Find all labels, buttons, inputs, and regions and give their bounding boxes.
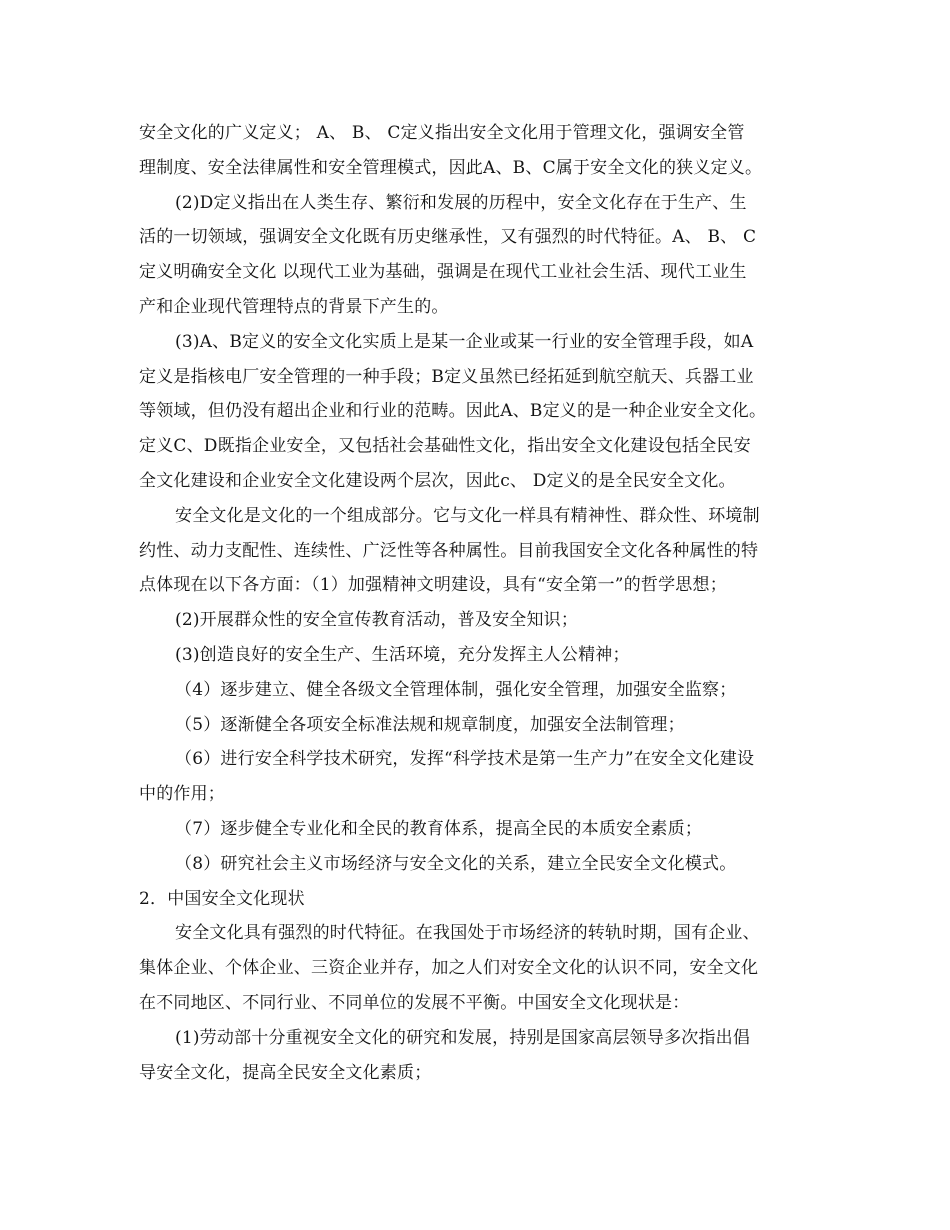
- text-line: 中的作用；: [139, 784, 225, 805]
- list-item: （4）逐步建立、健全各级文全管理体制，强化安全管理，加强安全监察；: [175, 679, 737, 700]
- text-line: 集体企业、个体企业、三资企业并存，加之人们对安全文化的认识不同，安全文化: [139, 958, 759, 979]
- text-line: 点体现在以下各方面：（1）加强精神文明建设，具有“安全第一”的哲学思想；: [139, 575, 727, 596]
- section-heading: 2．中国安全文化现状: [139, 888, 305, 909]
- text-line: 约性、动力支配性、连续性、广泛性等各种属性。目前我国安全文化各种属性的特: [139, 540, 759, 561]
- document-body: [139, 116, 815, 1090]
- list-item: （8）研究社会主义市场经济与安全文化的关系，建立全民安全文化模式。: [175, 853, 737, 874]
- text-line: 定义C、D既指企业安全，又包括社会基础性文化，指出安全文化建设包括全民安: [139, 436, 751, 457]
- paragraph-start: (3)A、B定义的安全文化实质上是某一企业或某一行业的安全管理手段，如A: [175, 331, 754, 352]
- text-line: 产和企业现代管理特点的背景下产生的。: [139, 296, 449, 317]
- paragraph-start: 安全文化具有强烈的时代特征。在我国处于市场经济的转轨时期，国有企业、: [175, 923, 760, 944]
- list-item: (3)创造良好的安全生产、生活环境，充分发挥主人公精神；: [175, 644, 630, 665]
- text-line: 安全文化的广义定义； A、 B、 C定义指出安全文化用于管理文化，强调安全管: [139, 123, 745, 143]
- paragraph-start: 安全文化是文化的一个组成部分。它与文化一样具有精神性、群众性、环境制: [175, 505, 760, 526]
- text-line: 活的一切领域，强调安全文化既有历史继承性，又有强烈的时代特征。A、 B、 C: [139, 227, 757, 248]
- text-line: 导安全文化，提高全民安全文化素质；: [139, 1062, 432, 1083]
- list-item: (2)开展群众性的安全宣传教育活动，普及安全知识；: [175, 610, 579, 631]
- list-item: （6）进行安全科学技术研究，发挥“科学技术是第一生产力”在安全文化建设: [175, 749, 755, 770]
- text-line: 等领域，但仍没有超出企业和行业的范畴。因此A、B定义的是一种企业安全文化。: [139, 401, 767, 422]
- paragraph-start: (2)D定义指出在人类生存、繁衍和发展的历程中，安全文化存在于生产、生: [175, 192, 747, 213]
- list-item: （7）逐步健全专业化和全民的教育体系，提高全民的本质安全素质；: [175, 818, 703, 839]
- text-line: 理制度、安全法律属性和安全管理模式，因此A、B、C属于安全文化的狭义定义。: [139, 157, 763, 178]
- text-line: 定义明确安全文化 以现代工业为基础，强调是在现代工业社会生活、现代工业生: [139, 262, 747, 283]
- list-item: (1)劳动部十分重视安全文化的研究和发展，持别是国家高层领导多次指出倡: [175, 1027, 751, 1048]
- text-line: 在不同地区、不同行业、不同单位的发展不平衡。中国安全文化现状是：: [139, 992, 690, 1013]
- list-item: （5）逐渐健全各项安全标准法规和规章制度，加强安全法制管理；: [175, 714, 685, 735]
- text-line: 全文化建设和企业安全文化建设两个层次，因此c、 D定义的是全民安全文化。: [139, 470, 736, 491]
- text-line: 定义是指核电厂安全管理的一种手段；B定义虽然已经拓延到航空航天、兵器工业: [139, 366, 754, 387]
